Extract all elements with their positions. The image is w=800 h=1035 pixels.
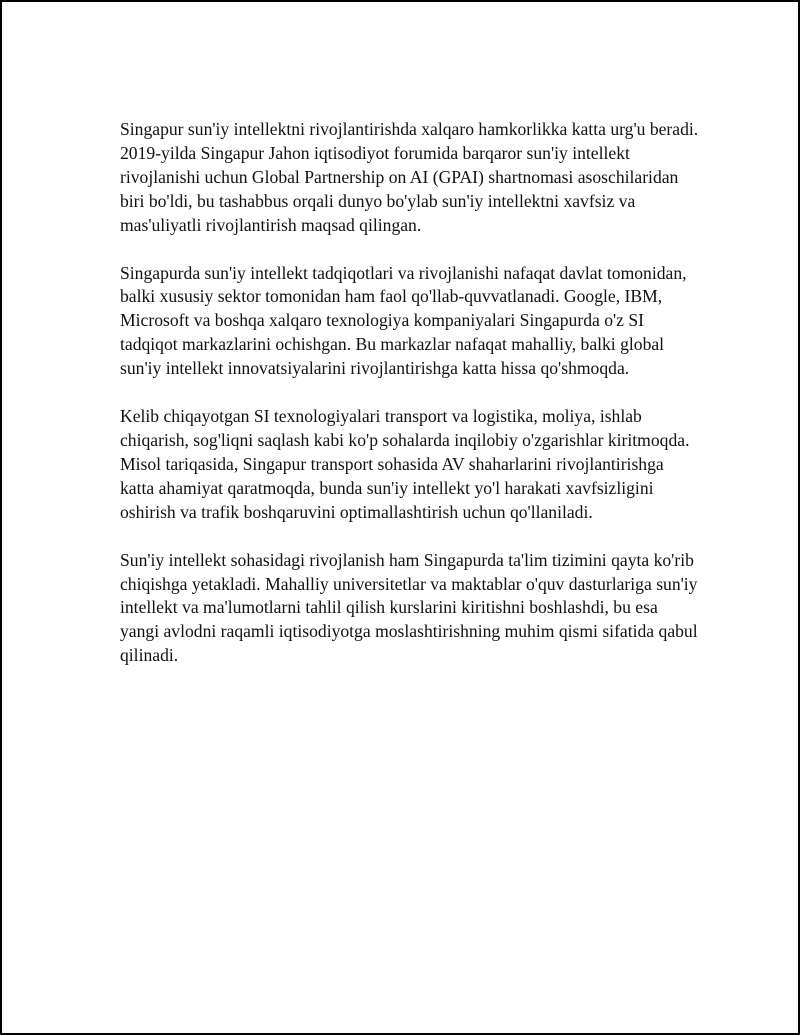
paragraph-4: Sun'iy intellekt sohasidagi rivojlanish ham Singapurda ta'lim tizimini qayta ko'rib chiqishga yetakladi. Mahalliy universitetlar va maktablar o'quv dasturlariga sun'iy intellekt va ma'lumotlarni tahlil qilish kurslarini kiritishni boshlashdi, bu esa yangi avlodni raqamli iqtisodiyotga moslashtirishning muhim qismi sifatida qabul qilinadi.: [120, 549, 698, 666]
document-body: [120, 118, 700, 692]
paragraph-3: Kelib chiqayotgan SI texnologiyalari transport va logistika, moliya, ishlab chiqarish, sog'liqni saqlash kabi ko'p sohalarda inqilobiy o'zgarishlar kiritmoqda. Misol tariqasida, Singapur transport sohasida AV shaharlarini rivojlantirishga katta ahamiyat qaratmoqda, bunda sun'iy intellekt yo'l harakati xavfsizligini oshirish va trafik boshqaruvini optimallashtirish uchun qo'llaniladi.: [120, 406, 690, 522]
paragraph-1: Singapur sun'iy intellektni rivojlantirishda xalqaro hamkorlikka katta urg'u beradi. 2019-yilda Singapur Jahon iqtisodiyot forumida barqaror sun'iy intellekt rivojlanishi uchun Global Partnership on AI (GPAI) shartnomasi asoschilaridan biri bo'ldi, bu tashabbus orqali dunyo bo'ylab sun'iy intellektni xavfsiz va mas'uliyatli rivojlantirish maqsad qilingan.: [120, 119, 699, 235]
paragraph-2: Singapurda sun'iy intellekt tadqiqotlari va rivojlanishi nafaqat davlat tomonidan, balki xususiy sektor tomonidan ham faol qo'llab-quvvatlanadi. Google, IBM, Microsoft va boshqa xalqaro texnologiya kompaniyalari Singapurda o'z SI tadqiqot markazlarini ochishgan. Bu markazlar nafaqat mahalliy, balki global sun'iy intellekt innovatsiyalarini rivojlantirishga katta hissa qo'shmoqda.: [120, 262, 687, 379]
